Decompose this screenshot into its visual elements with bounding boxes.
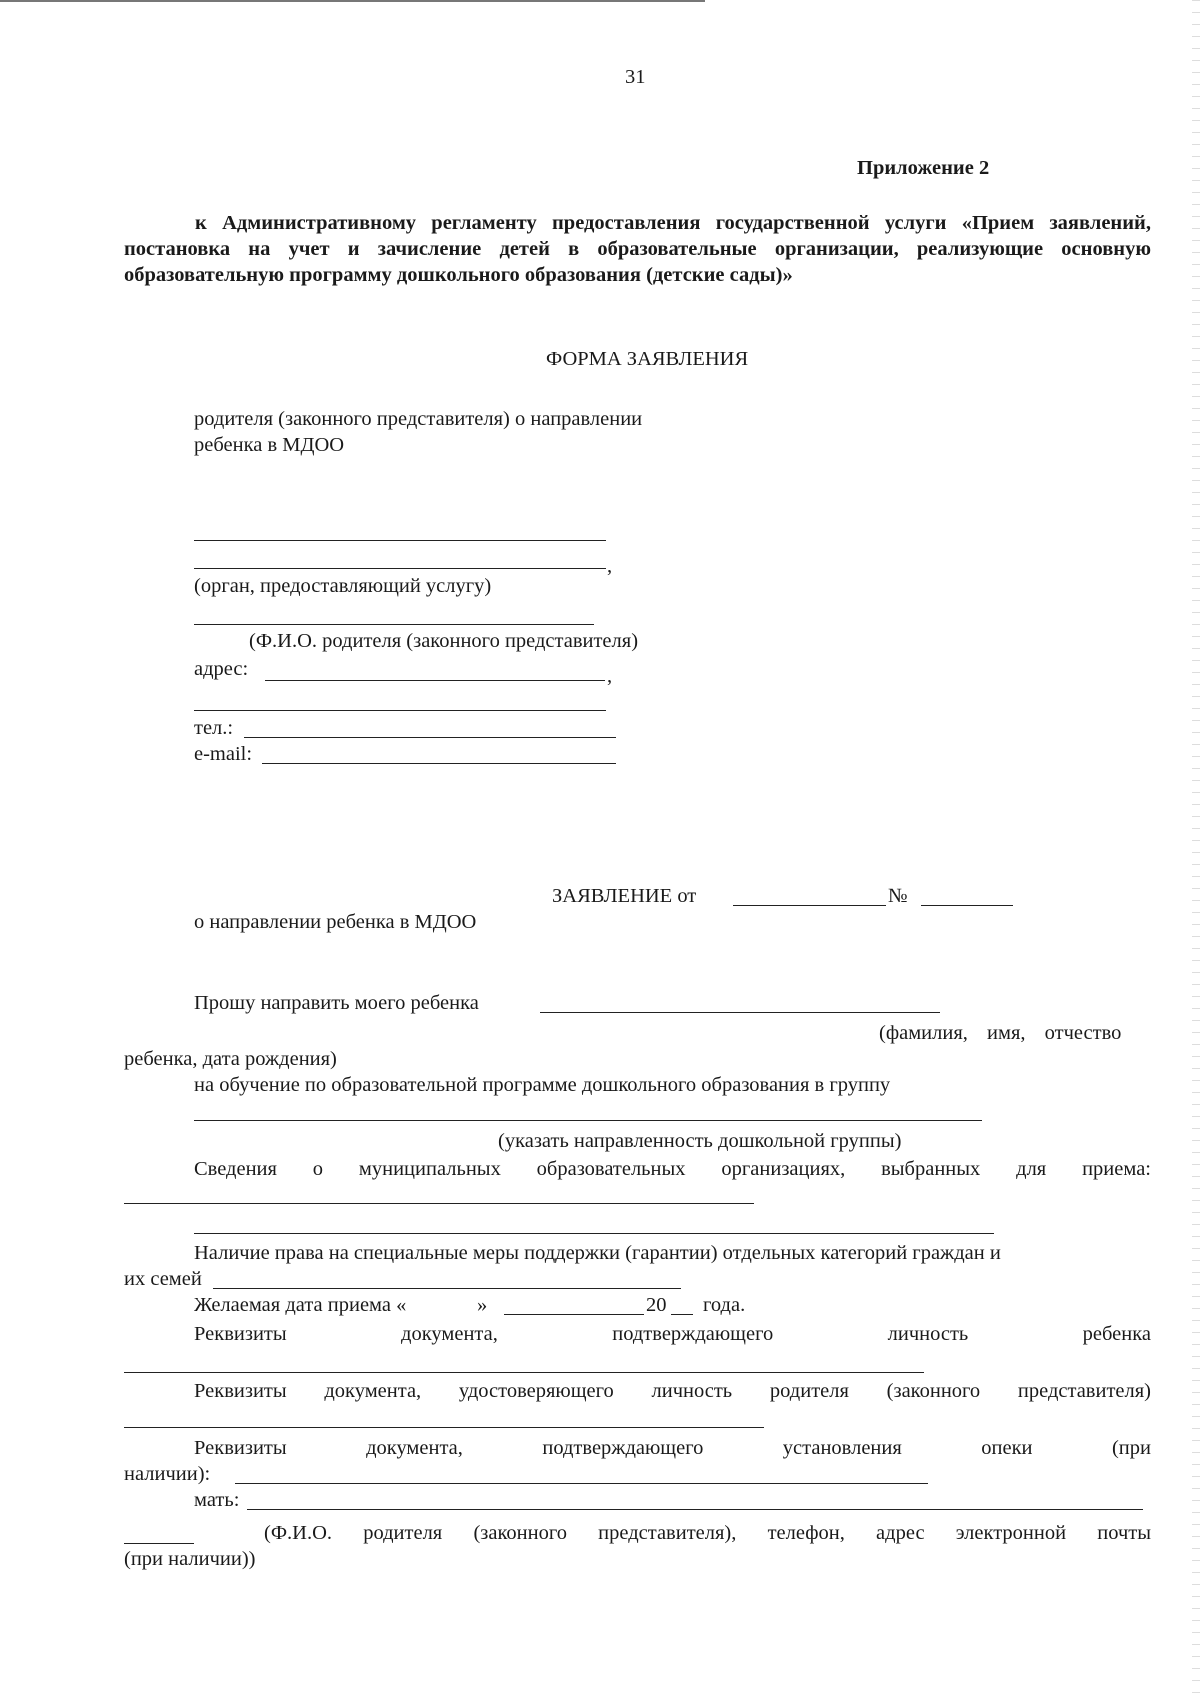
mother-short-line[interactable] [124,1543,194,1544]
parent-doc-line[interactable] [124,1427,764,1428]
form-subtitle-line1: родителя (законного представителя) о направлении [194,408,643,430]
request-text: Прошу направить моего ребенка [194,992,479,1014]
orgs-line-2[interactable] [194,1233,994,1234]
support-text-2: их семей [124,1268,202,1290]
mother-hint-2: (при наличии)) [124,1548,256,1570]
scan-right-edge-noise [1192,0,1200,1701]
address-label: адрес: [194,658,249,680]
orgs-text: Сведения о муниципальных образовательных организациях, выбранных для приема: [194,1158,1151,1180]
statement-subject: о направлении ребенка в МДОО [194,911,477,933]
organ-line-2[interactable] [194,568,606,569]
statement-date-line[interactable] [733,905,886,906]
comma: , [607,555,613,577]
date-text-d: года. [703,1294,746,1316]
organ-line-1[interactable] [194,540,606,541]
email-label: e-mail: [194,743,253,765]
appendix-title: Приложение 2 [857,157,990,179]
child-doc-line[interactable] [124,1372,924,1373]
parent-fio-line[interactable] [194,624,594,625]
child-doc-text: Реквизиты документа, подтверждающего личность ребенка [194,1323,1151,1345]
page-number: 31 [625,66,646,88]
child-name-hint-cont: ребенка, дата рождения) [124,1048,337,1070]
mother-label: мать: [194,1489,240,1511]
support-text-1: Наличие права на специальные меры поддержки (гарантии) отдельных категорий граждан и [194,1242,1001,1264]
date-text-a: Желаемая дата приема « [194,1294,407,1316]
parent-fio-label: (Ф.И.О. родителя (законного представителя) [249,630,639,652]
form-title: ФОРМА ЗАЯВЛЕНИЯ [546,348,749,370]
organ-label: (орган, предоставляющий услугу) [194,575,492,597]
address-line-2[interactable] [194,710,606,711]
mother-hint-1: (Ф.И.О. родителя (законного представителя), телефон, адрес электронной почты [264,1522,1151,1544]
phone-line[interactable] [244,737,616,738]
group-line[interactable] [194,1120,982,1121]
number-sign: № [888,885,908,907]
parent-doc-text: Реквизиты документа, удостоверяющего личность родителя (законного представителя) [194,1380,1151,1402]
support-line[interactable] [213,1288,681,1289]
mother-line[interactable] [247,1509,1143,1510]
guardian-doc-line[interactable] [235,1483,928,1484]
statement-number-line[interactable] [921,905,1013,906]
date-month-line[interactable] [504,1314,644,1315]
date-text-b: » [477,1294,488,1316]
email-line[interactable] [262,763,616,764]
group-hint: (указать направленность дошкольной группы) [498,1130,902,1152]
statement-title: ЗАЯВЛЕНИЕ от [552,885,697,907]
date-text-c: 20 [646,1294,667,1316]
child-name-line[interactable] [540,1012,940,1013]
appendix-subtitle: к Административному регламенту предоставления государственной услуги «Прием заявлений, постановка на учет и зачисление детей в образовательные организации, реализующие основную образовательную программу дошкольного образования (детские сады)» [124,212,1151,286]
child-name-hint: (фамилия, имя, отчество [879,1022,1122,1044]
orgs-line-1[interactable] [124,1203,754,1204]
guardian-doc-text-1: Реквизиты документа, подтверждающего установления опеки (при [194,1437,1151,1459]
guardian-doc-text-2: наличии): [124,1463,211,1485]
address-line-1[interactable] [265,680,605,681]
comma: , [607,665,613,687]
date-year-line[interactable] [671,1314,693,1315]
scan-top-edge [0,0,705,2]
program-text: на обучение по образовательной программе дошкольного образования в группу [194,1074,891,1096]
form-subtitle-line2: ребенка в МДОО [194,434,345,456]
phone-label: тел.: [194,717,234,739]
